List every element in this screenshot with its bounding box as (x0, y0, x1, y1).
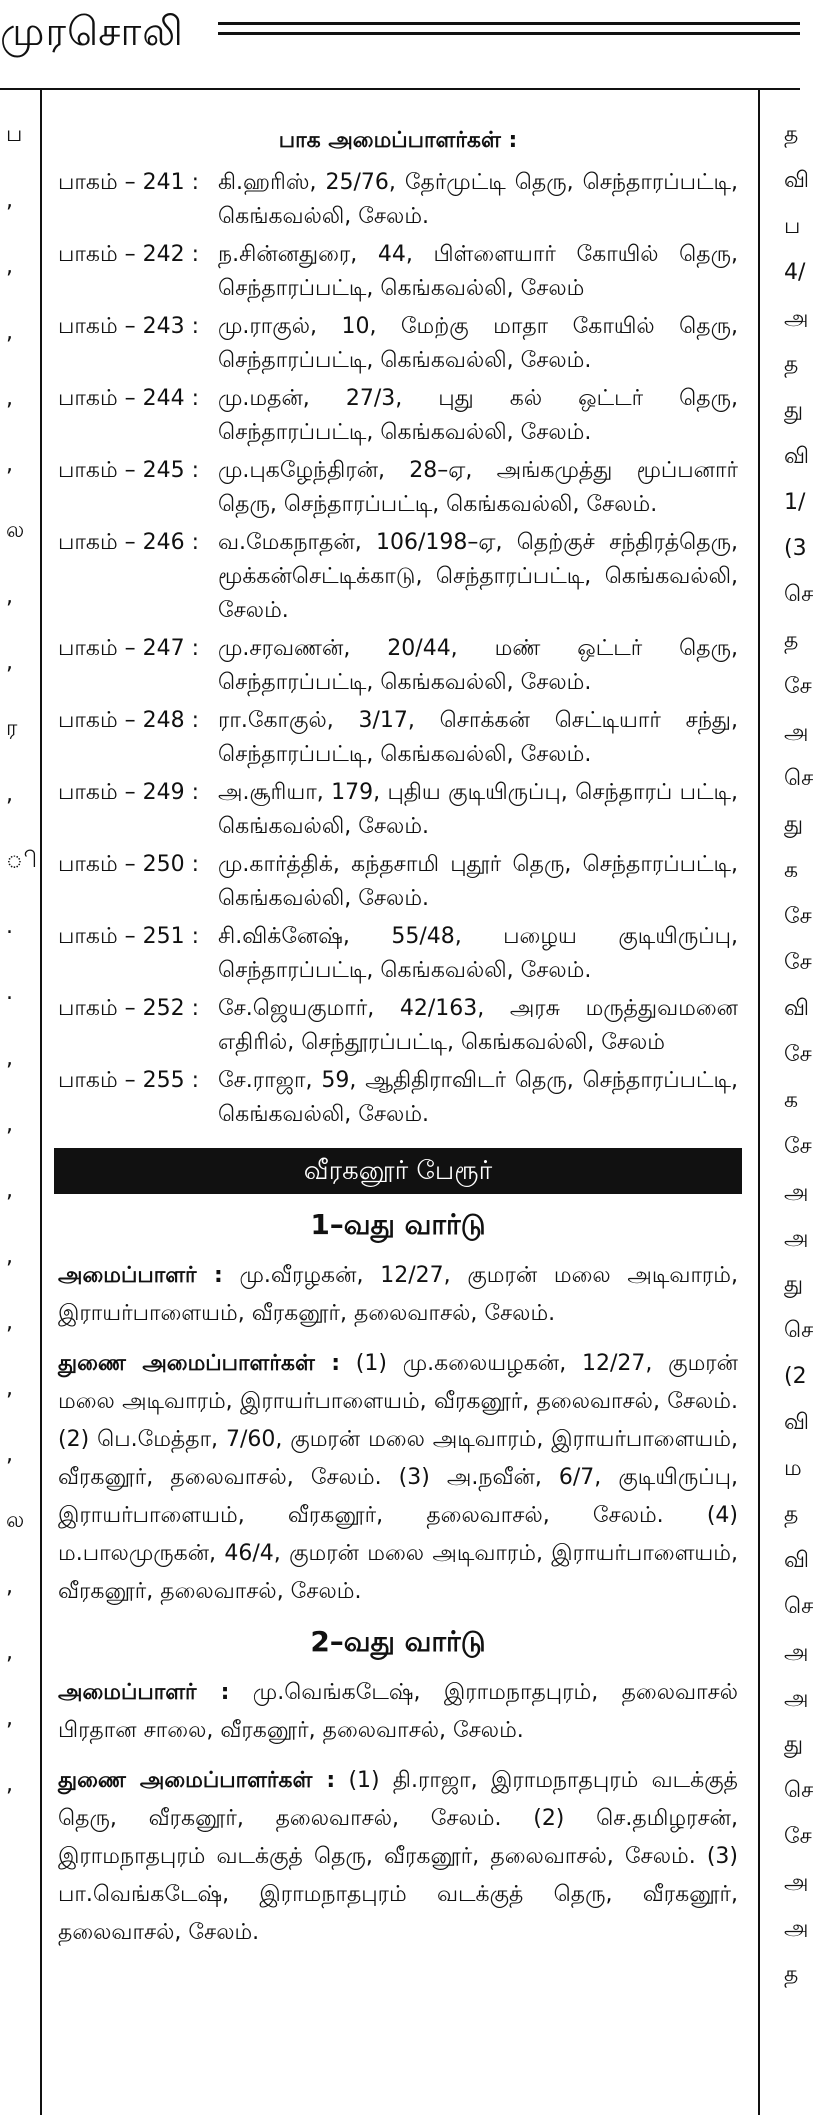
left-column-fragment (0, 90, 42, 2115)
ward-organizer (58, 1674, 738, 1750)
entry-text: சே.ஜெயகுமார், 42/163, அரசு மருத்துவமனை எதிரில், செந்தூரப்பட்டி, கெங்கவல்லி, சேலம் (218, 996, 738, 1055)
edge-fragment: , (6, 386, 13, 411)
edge-fragment: ல (6, 518, 25, 543)
edge-fragment: க (784, 858, 799, 883)
organizer-text: மு.வெங்கடேஷ், இராமநாதபுரம், தலைவாசல் பிரதான சாலை, வீரகனூர், தலைவாசல், சேலம். (58, 1680, 738, 1743)
edge-fragment: , (6, 1178, 13, 1203)
organizer-entry (58, 166, 738, 234)
edge-fragment: செ (784, 1594, 813, 1619)
deputies-text: (1) மு.கலையழகன், 12/27, குமரன் மலை அடிவாரம், இராயர்பாளையம், வீரகனூர், தலைவாசல், சேலம். (2) பெ.மேத்தா, 7/60, குமரன் மலை அடிவாரம், இராயர்பாளையம், வீரகனூர், தலைவாசல், சேலம். (3) அ.நவீன், 6/7, குடியிருப்பு, இராயர்பாளையம், வீரகனூர், தலைவாசல், சேலம். (4) ம.பாலமுருகன், 46/4, குமரன் மலை அடிவாரம், இராயர்பாளையம், வீரகனூர், தலைவாசல், சேலம். (58, 1351, 738, 1604)
entry-text: ந.சின்னதுரை, 44, பிள்ளையார் கோயில் தெரு, செந்தாரப்பட்டி, கெங்கவல்லி, சேலம் (218, 242, 738, 301)
entry-label: பாகம் – 244 : (58, 386, 200, 411)
deputies-label: துணை அமைப்பாளர்கள் : (58, 1768, 336, 1793)
entry-label: பாகம் – 252 : (58, 996, 200, 1021)
organizer-entry (58, 920, 738, 988)
edge-fragment: , (6, 1706, 13, 1731)
organizer-label: அமைப்பாளர் : (58, 1263, 223, 1288)
entry-label: பாகம் – 241 : (58, 170, 200, 195)
entry-label: பாகம் – 255 : (58, 1068, 200, 1093)
entry-text: கி.ஹரிஸ், 25/76, தேர்முட்டி தெரு, செந்தாரப்பட்டி, கெங்கவல்லி, சேலம். (218, 170, 738, 229)
ward-organizer (58, 1257, 738, 1333)
organizer-entry (58, 454, 738, 522)
edge-fragment: சே (784, 950, 812, 975)
right-column-fragment (758, 90, 813, 2115)
edge-fragment: , (6, 452, 13, 477)
edge-fragment: அ (784, 1686, 809, 1711)
edge-fragment: , (6, 1046, 13, 1071)
edge-fragment: அ (784, 1180, 809, 1205)
masthead-rule (218, 32, 800, 35)
entry-text: மு.மதன், 27/3, புது கல் ஒட்டர் தெரு, செந்தாரப்பட்டி, கெங்கவல்லி, சேலம். (218, 386, 738, 445)
edge-fragment: வி (784, 444, 810, 469)
entry-text: மு.கார்த்திக், கந்தசாமி புதூர் தெரு, செந்தாரப்பட்டி, கெங்கவல்லி, சேலம். (218, 852, 738, 911)
top-divider (0, 88, 800, 90)
main-column (58, 128, 738, 1964)
edge-fragment: , (6, 188, 13, 213)
edge-fragment: செ (784, 1318, 813, 1343)
entry-label: பாகம் – 246 : (58, 530, 200, 555)
edge-fragment: , (6, 584, 13, 609)
organizer-entry (58, 238, 738, 306)
edge-fragment: அ (784, 1640, 809, 1665)
edge-fragment: சே (784, 904, 812, 929)
entry-text: ரா.கோகுல், 3/17, சொக்கன் செட்டியார் சந்து, செந்தாரப்பட்டி, கெங்கவல்லி, சேலம். (218, 708, 738, 767)
newspaper-name: முரசொலி (0, 8, 190, 56)
organizer-text: மு.வீரழகன், 12/27, குமரன் மலை அடிவாரம், இராயர்பாளையம், வீரகனூர், தலைவாசல், சேலம். (58, 1263, 738, 1326)
organizer-entry (58, 704, 738, 772)
entry-label: பாகம் – 245 : (58, 458, 200, 483)
edge-fragment: , (6, 1310, 13, 1335)
ward-title: 2–வது வார்டு (310, 1625, 486, 1658)
entry-label: பாகம் – 247 : (58, 636, 200, 661)
edge-fragment: ி (6, 848, 38, 873)
edge-fragment: அ (784, 1226, 809, 1251)
edge-fragment: து (784, 812, 804, 837)
edge-fragment: , (6, 1112, 13, 1137)
edge-fragment: ப (784, 214, 801, 239)
entry-label: பாகம் – 251 : (58, 924, 200, 949)
entry-text: மு.ராகுல், 10, மேற்கு மாதா கோயில் தெரு, செந்தாரப்பட்டி, கெங்கவல்லி, சேலம். (218, 314, 738, 373)
entry-label: பாகம் – 250 : (58, 852, 200, 877)
edge-fragment: சே (784, 1134, 812, 1159)
edge-fragment: செ (784, 766, 813, 791)
organizer-entry (58, 848, 738, 916)
edge-fragment: . (6, 980, 13, 1005)
section-heading: பாக அமைப்பாளர்கள் : (278, 128, 518, 153)
ward-title: 1–வது வார்டு (310, 1208, 486, 1241)
edge-fragment: து (784, 1732, 804, 1757)
edge-fragment: , (6, 1376, 13, 1401)
edge-fragment: ர (6, 716, 18, 741)
organizer-entry (58, 776, 738, 844)
edge-fragment: , (6, 320, 13, 345)
edge-fragment: ப (6, 122, 23, 147)
entry-text: அ.சூரியா, 179, புதிய குடியிருப்பு, செந்தாரப் பட்டி, கெங்கவல்லி, சேலம். (218, 780, 738, 839)
edge-fragment: து (784, 398, 804, 423)
edge-fragment: 4/ (784, 260, 806, 285)
entry-label: பாகம் – 243 : (58, 314, 200, 339)
organizer-entry (58, 992, 738, 1060)
entry-text: சே.ராஜா, 59, ஆதிதிராவிடர் தெரு, செந்தாரப்பட்டி, கெங்கவல்லி, சேலம். (218, 1068, 738, 1127)
organizer-entry (58, 1064, 738, 1132)
edge-fragment: க (784, 1088, 799, 1113)
town-banner: வீரகனூர் பேரூர் (54, 1148, 742, 1194)
entry-text: வ.மேகநாதன், 106/198–ஏ, தெற்குச் சந்திரத்தெரு, மூக்கன்செட்டிக்காடு, செந்தாரப்பட்டி, கெங்கவல்லி, சேலம். (218, 530, 738, 623)
entry-label: பாகம் – 249 : (58, 780, 200, 805)
edge-fragment: த (784, 1502, 799, 1527)
organizer-label: அமைப்பாளர் : (58, 1680, 230, 1705)
deputies-text: (1) தி.ராஜா, இராமநாதபுரம் வடக்குத் தெரு, வீரகனூர், தலைவாசல், சேலம். (2) செ.தமிழரசன், இராமநாதபுரம் வடக்குத் தெரு, வீரகனூர், தலைவாசல், சேலம். (3) பா.வெங்கடேஷ், இராமநாதபுரம் வடக்குத் தெரு, வீரகனூர், தலைவாசல், சேலம். (58, 1768, 739, 1945)
edge-fragment: த (784, 628, 799, 653)
entry-text: சி.விக்னேஷ், 55/48, பழைய குடியிருப்பு, செந்தாரப்பட்டி, கெங்கவல்லி, சேலம். (218, 924, 738, 983)
edge-fragment: , (6, 254, 13, 279)
edge-fragment: அ (784, 720, 809, 745)
entry-text: மு.சரவணன், 20/44, மண் ஒட்டர் தெரு, செந்தாரப்பட்டி, கெங்கவல்லி, சேலம். (218, 636, 738, 695)
organizer-entry (58, 310, 738, 378)
edge-fragment: ல (6, 1508, 25, 1533)
organizer-entry (58, 382, 738, 450)
edge-fragment: (2 (784, 1364, 807, 1389)
edge-fragment: , (6, 650, 13, 675)
edge-fragment: அ (784, 1870, 809, 1895)
masthead-rule (218, 22, 800, 25)
edge-fragment: து (784, 1272, 804, 1297)
ward-deputies (58, 1345, 738, 1611)
edge-fragment: . (6, 914, 13, 939)
edge-fragment: அ (784, 1916, 809, 1941)
edge-fragment: சே (784, 1824, 812, 1849)
edge-fragment: வி (784, 168, 810, 193)
edge-fragment: (3 (784, 536, 807, 561)
ward-deputies (58, 1762, 738, 1952)
edge-fragment: வி (784, 1410, 810, 1435)
entry-text: மு.புகழேந்திரன், 28–ஏ, அங்கமுத்து மூப்பனார் தெரு, செந்தாரப்பட்டி, கெங்கவல்லி, சேலம். (218, 458, 738, 517)
edge-fragment: த (784, 352, 799, 377)
edge-fragment: , (6, 1244, 13, 1269)
edge-fragment: செ (784, 582, 813, 607)
edge-fragment: , (6, 1574, 13, 1599)
entry-label: பாகம் – 242 : (58, 242, 200, 267)
edge-fragment: ம (784, 1456, 802, 1481)
entry-label: பாகம் – 248 : (58, 708, 200, 733)
edge-fragment: அ (784, 306, 809, 331)
masthead (0, 0, 800, 70)
organizer-entry (58, 632, 738, 700)
organizer-list (58, 166, 738, 1132)
edge-fragment: , (6, 1772, 13, 1797)
edge-fragment: , (6, 782, 13, 807)
edge-fragment: த (784, 122, 799, 147)
organizer-entry (58, 526, 738, 628)
edge-fragment: த (784, 1962, 799, 1987)
deputies-label: துணை அமைப்பாளர்கள் : (58, 1351, 341, 1376)
edge-fragment: வி (784, 996, 810, 1021)
edge-fragment: செ (784, 1778, 813, 1803)
edge-fragment: சே (784, 1042, 812, 1067)
edge-fragment: வி (784, 1548, 810, 1573)
edge-fragment: 1/ (784, 490, 806, 515)
edge-fragment: சே (784, 674, 812, 699)
edge-fragment: , (6, 1640, 13, 1665)
edge-fragment: , (6, 1442, 13, 1467)
